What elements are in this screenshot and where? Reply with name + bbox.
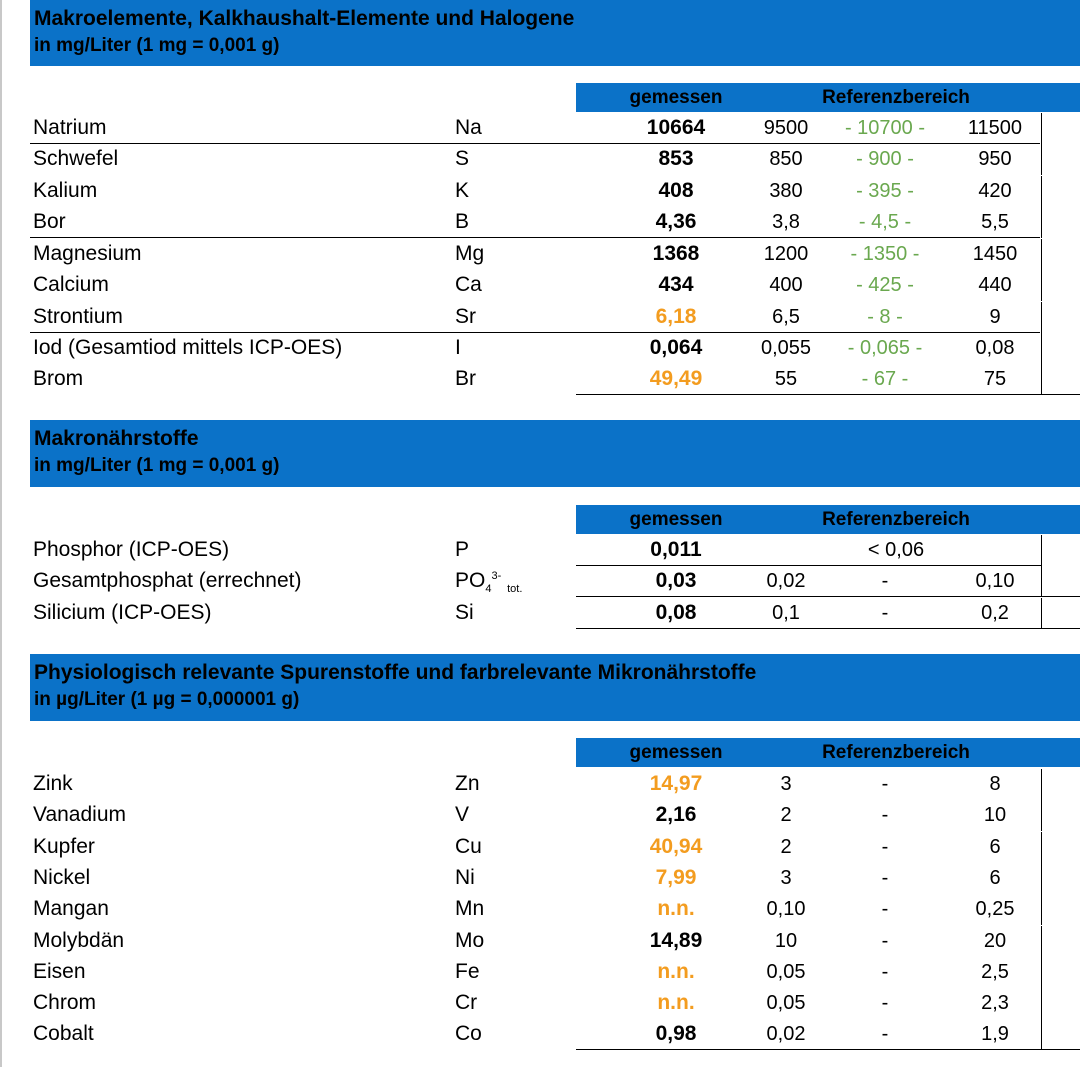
row-divider [1041, 598, 1042, 629]
symbol-superscript: 3- [491, 570, 502, 582]
reference-separator: - [881, 992, 889, 1014]
reference-high: 420 [978, 180, 1012, 202]
table-row [30, 239, 1080, 270]
row-divider [1041, 144, 1042, 175]
row-divider [1041, 113, 1042, 144]
section-header-macronutrients [30, 420, 1080, 487]
row-divider [1041, 988, 1042, 1019]
column-header-reference: Referenzbereich [822, 87, 970, 108]
reference-target: - 0,065 - [847, 337, 923, 359]
row-divider [1041, 800, 1042, 831]
row-underline [576, 394, 1080, 395]
reference-separator: - [881, 773, 889, 795]
row-divider [1041, 863, 1042, 894]
row-divider [1041, 333, 1042, 364]
reference-low: 0,1 [772, 602, 800, 624]
section-unit: in mg/Liter (1 mg = 0,001 g) [34, 455, 280, 476]
measured-value: 14,89 [649, 929, 703, 952]
element-symbol: Fe [455, 960, 480, 983]
element-name: Nickel [33, 866, 91, 889]
element-name: Chrom [33, 991, 97, 1014]
column-header [576, 738, 1080, 767]
reference-low: 6,5 [772, 306, 800, 328]
element-symbol: I [455, 336, 461, 359]
column-header-reference: Referenzbereich [822, 509, 970, 530]
table-row [30, 894, 1080, 925]
reference-low: 0,10 [766, 898, 806, 920]
element-symbol: P [455, 538, 470, 561]
row-underline [576, 1049, 1080, 1050]
reference-high: 0,25 [975, 898, 1015, 920]
reference-low: 0,02 [766, 570, 806, 592]
reference-high: 0,08 [975, 337, 1015, 359]
element-name: Kupfer [33, 835, 95, 858]
row-divider [1041, 239, 1042, 270]
element-name: Cobalt [33, 1022, 94, 1045]
section-header-trace-elements [30, 654, 1080, 721]
element-symbol: Ni [455, 866, 475, 889]
reference-low: 0,05 [766, 992, 806, 1014]
table-row [30, 598, 1080, 629]
reference-low: 9500 [763, 117, 809, 139]
reference-high: 1450 [972, 243, 1018, 265]
table-row [30, 207, 1080, 238]
table-row [30, 144, 1080, 175]
column-header-measured: gemessen [629, 87, 723, 108]
element-name: Mangan [33, 897, 109, 920]
reference-low: 0,055 [760, 337, 812, 359]
reference-high: 6 [989, 836, 1001, 858]
reference-separator: - [881, 961, 889, 983]
measured-value: 4,36 [655, 210, 697, 233]
reference-target: - 8 - [867, 306, 903, 328]
measured-value: 10664 [646, 116, 706, 139]
row-divider [1041, 364, 1042, 395]
reference-low: 380 [769, 180, 803, 202]
table-row [30, 800, 1080, 831]
reference-high: 6 [989, 867, 1001, 889]
element-symbol: V [455, 803, 470, 826]
section-unit: in mg/Liter (1 mg = 0,001 g) [34, 35, 280, 56]
measured-value: 853 [658, 147, 694, 170]
table-row [30, 769, 1080, 800]
measured-value: 0,064 [649, 336, 703, 359]
section-title: Makroelemente, Kalkhaushalt-Elemente und Halogene [34, 7, 575, 30]
element-name: Vanadium [33, 803, 127, 826]
element-symbol [455, 569, 522, 595]
column-header [576, 505, 1080, 534]
reference-low: 1200 [763, 243, 809, 265]
row-underline [576, 596, 1080, 597]
table-row [30, 832, 1080, 863]
reference-low: 2 [780, 836, 792, 858]
row-divider [1041, 1019, 1042, 1050]
reference-high: 1,9 [981, 1023, 1009, 1045]
symbol-subscript: 4 [485, 583, 492, 596]
element-name: Kalium [33, 179, 98, 202]
element-name: Molybdän [33, 929, 125, 952]
measured-value: 1368 [652, 242, 700, 265]
table-row [30, 364, 1080, 395]
reference-separator: - [881, 867, 889, 889]
row-divider [1041, 957, 1042, 988]
element-symbol: Ca [455, 273, 482, 296]
column-header-measured: gemessen [629, 742, 723, 763]
element-name: Iod (Gesamtiod mittels ICP-OES) [33, 336, 343, 359]
measured-value: 0,03 [655, 569, 697, 592]
row-divider [1041, 270, 1042, 301]
element-name: Eisen [33, 960, 86, 983]
element-symbol: Br [455, 367, 476, 390]
row-divider [1041, 566, 1042, 597]
measured-value: 6,18 [655, 305, 697, 328]
reference-target: - 4,5 - [858, 211, 912, 233]
reference-high: 9 [989, 306, 1001, 328]
measured-value: 2,16 [655, 803, 697, 826]
reference-low: 3 [780, 867, 792, 889]
element-name: Strontium [33, 305, 123, 328]
element-name: Silicium (ICP-OES) [33, 601, 212, 624]
reference-low: 10 [774, 930, 798, 952]
page-left-border [0, 0, 2, 1067]
table-row [30, 863, 1080, 894]
element-name: Bor [33, 210, 66, 233]
reference-target: - 67 - [861, 368, 909, 390]
row-divider [1041, 176, 1042, 207]
measured-value: n.n. [657, 991, 695, 1014]
table-row [30, 988, 1080, 1019]
measured-value: 14,97 [649, 772, 703, 795]
table-row [30, 302, 1080, 333]
element-name: Zink [33, 772, 73, 795]
row-divider [1041, 926, 1042, 957]
reference-low: 55 [774, 368, 798, 390]
column-header-reference: Referenzbereich [822, 742, 970, 763]
reference-separator: - [881, 930, 889, 952]
element-symbol: Si [455, 601, 474, 624]
section-title: Makronährstoffe [34, 427, 199, 450]
element-name: Schwefel [33, 147, 119, 170]
element-symbol: Mg [455, 242, 485, 265]
symbol-suffix: tot. [507, 583, 523, 596]
element-name: Gesamtphosphat (errechnet) [33, 569, 302, 592]
reference-low: 850 [769, 148, 803, 170]
reference-high: 11500 [967, 117, 1023, 139]
reference-high: 2,3 [981, 992, 1009, 1014]
table-row [30, 957, 1080, 988]
reference-target: - 900 - [856, 148, 914, 170]
reference-low: 2 [780, 804, 792, 826]
element-symbol: Mn [455, 897, 485, 920]
row-underline [30, 237, 1040, 238]
reference-separator: - [881, 898, 889, 920]
element-name: Calcium [33, 273, 109, 296]
element-symbol: K [455, 179, 470, 202]
measured-value: 0,98 [655, 1022, 697, 1045]
reference-separator: - [881, 1023, 889, 1045]
row-divider [1041, 832, 1042, 863]
element-symbol: Zn [455, 772, 480, 795]
reference-target: - 425 - [856, 274, 914, 296]
element-name: Magnesium [33, 242, 142, 265]
section-unit: in µg/Liter (1 µg = 0,000001 g) [34, 689, 300, 710]
measured-value: n.n. [657, 960, 695, 983]
reference-separator: - [881, 570, 889, 592]
measured-value: 40,94 [649, 835, 703, 858]
reference-high: 10 [983, 804, 1007, 826]
row-underline [576, 628, 1080, 629]
element-symbol: Co [455, 1022, 482, 1045]
measured-value: 49,49 [649, 367, 703, 390]
table-row [30, 535, 1080, 566]
reference-target: - 1350 - [850, 243, 920, 265]
column-header-measured: gemessen [629, 509, 723, 530]
reference-low: 400 [769, 274, 803, 296]
element-symbol: B [455, 210, 470, 233]
table-row [30, 1019, 1080, 1050]
row-divider [1041, 894, 1042, 925]
table-row [30, 926, 1080, 957]
table-row [30, 333, 1080, 364]
reference-high: 440 [978, 274, 1012, 296]
measured-value: 408 [658, 179, 694, 202]
reference-high: 0,10 [975, 570, 1015, 592]
reference-high: 20 [983, 930, 1007, 952]
element-name: Natrium [33, 116, 107, 139]
element-symbol: Cu [455, 835, 482, 858]
table-row [30, 113, 1080, 144]
row-divider [1041, 769, 1042, 800]
reference-range: < 0,06 [867, 539, 925, 561]
table-row [30, 176, 1080, 207]
reference-target: - 10700 - [844, 117, 926, 139]
reference-target: - 395 - [856, 180, 914, 202]
reference-high: 0,2 [981, 602, 1009, 624]
measured-value: 7,99 [655, 866, 697, 889]
measured-value: 0,011 [650, 538, 702, 561]
element-symbol: Na [455, 116, 482, 139]
reference-low: 3,8 [772, 211, 800, 233]
reference-high: 5,5 [981, 211, 1009, 233]
reference-low: 0,05 [766, 961, 806, 983]
reference-high: 8 [989, 773, 1001, 795]
element-symbol: Sr [455, 305, 476, 328]
element-name: Phosphor (ICP-OES) [33, 538, 230, 561]
reference-separator: - [881, 836, 889, 858]
measured-value: 0,08 [655, 601, 697, 624]
element-symbol: Mo [455, 929, 485, 952]
section-header-macroelements [30, 0, 1080, 66]
section-title: Physiologisch relevante Spurenstoffe und farbrelevante Mikronährstoffe [34, 661, 757, 684]
row-divider [1041, 302, 1042, 333]
reference-low: 3 [780, 773, 792, 795]
reference-low: 0,02 [766, 1023, 806, 1045]
measured-value: 434 [658, 273, 694, 296]
element-symbol: S [455, 147, 470, 170]
reference-separator: - [881, 602, 889, 624]
reference-separator: - [881, 804, 889, 826]
reference-high: 950 [978, 148, 1012, 170]
reference-high: 75 [983, 368, 1007, 390]
symbol-base: PO [455, 569, 486, 592]
column-header [576, 83, 1080, 112]
element-symbol: Cr [455, 991, 478, 1014]
element-name: Brom [33, 367, 84, 390]
row-divider [1041, 535, 1042, 566]
reference-high: 2,5 [981, 961, 1009, 983]
table-row [30, 566, 1080, 597]
row-divider [1041, 207, 1042, 238]
table-row [30, 270, 1080, 301]
measured-value: n.n. [657, 897, 695, 920]
